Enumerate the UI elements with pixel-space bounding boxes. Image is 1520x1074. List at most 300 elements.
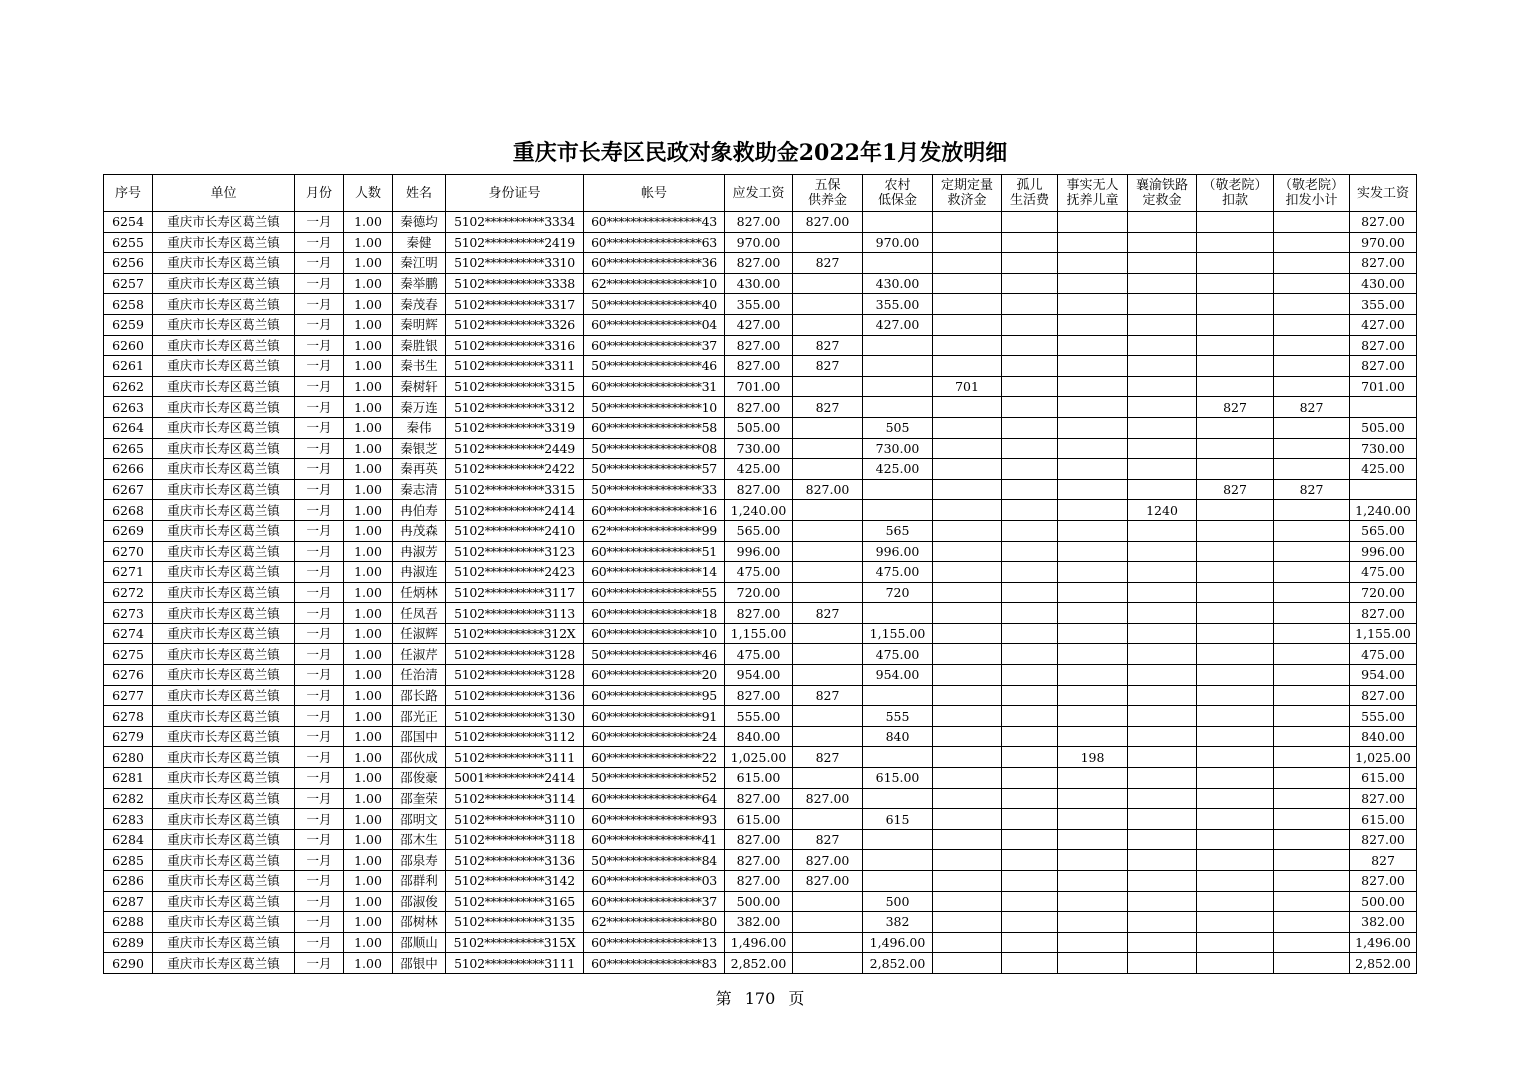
unit-cell: 重庆市长寿区葛兰镇 xyxy=(153,953,295,974)
fixed-relief-cell xyxy=(933,438,1002,459)
nursing-deduction-cell xyxy=(1197,417,1274,438)
table-row xyxy=(104,747,1417,768)
name-cell: 邵树林 xyxy=(393,912,446,933)
id-number-cell: 5102**********2423 xyxy=(446,562,584,583)
count-cell: 1.00 xyxy=(344,294,393,315)
unsupported-children-cell xyxy=(1058,273,1128,294)
name-cell: 秦胜银 xyxy=(393,335,446,356)
account-cell: 60****************63 xyxy=(584,232,725,253)
fixed-relief-cell xyxy=(933,891,1002,912)
table-row xyxy=(104,479,1417,500)
nursing-deduction-cell xyxy=(1197,582,1274,603)
account-cell: 62****************80 xyxy=(584,912,725,933)
unsupported-children-cell xyxy=(1058,850,1128,871)
unsupported-children-cell xyxy=(1058,665,1128,686)
unsupported-children-cell xyxy=(1058,314,1128,335)
payable-cell: 1,496.00 xyxy=(725,932,793,953)
id-number-cell: 5102**********315X xyxy=(446,932,584,953)
nursing-subtotal-cell: 827 xyxy=(1274,397,1350,418)
actual-pay-cell: 1,025.00 xyxy=(1350,747,1417,768)
actual-pay-cell: 2,852.00 xyxy=(1350,953,1417,974)
rural-subsistence-cell xyxy=(863,253,933,274)
seq-cell: 6265 xyxy=(104,438,153,459)
page-suffix: 页 xyxy=(788,989,805,1008)
payable-cell: 505.00 xyxy=(725,417,793,438)
orphan-living-cell xyxy=(1002,871,1058,892)
seq-cell: 6267 xyxy=(104,479,153,500)
id-number-cell: 5102**********2449 xyxy=(446,438,584,459)
header-col-nursing-subtotal: （敬老院） 扣发小计 xyxy=(1274,175,1350,212)
account-cell: 50****************33 xyxy=(584,479,725,500)
count-cell: 1.00 xyxy=(344,253,393,274)
rural-subsistence-cell xyxy=(863,871,933,892)
name-cell: 任炳林 xyxy=(393,582,446,603)
nursing-subtotal-cell xyxy=(1274,232,1350,253)
table-row xyxy=(104,871,1417,892)
nursing-deduction-cell xyxy=(1197,829,1274,850)
unsupported-children-cell xyxy=(1058,500,1128,521)
railway-relief-cell xyxy=(1128,912,1197,933)
payable-cell: 565.00 xyxy=(725,520,793,541)
payable-cell: 827.00 xyxy=(725,871,793,892)
nursing-subtotal-cell xyxy=(1274,747,1350,768)
month-cell: 一月 xyxy=(295,541,344,562)
count-cell: 1.00 xyxy=(344,768,393,789)
five-guarantee-cell: 827 xyxy=(793,829,863,850)
orphan-living-cell xyxy=(1002,397,1058,418)
railway-relief-cell xyxy=(1128,438,1197,459)
nursing-subtotal-cell: 827 xyxy=(1274,479,1350,500)
id-number-cell: 5102**********312X xyxy=(446,623,584,644)
count-cell: 1.00 xyxy=(344,273,393,294)
nursing-subtotal-cell xyxy=(1274,562,1350,583)
header-col-nursing-deduction: （敬老院） 扣款 xyxy=(1197,175,1274,212)
rural-subsistence-cell: 2,852.00 xyxy=(863,953,933,974)
actual-pay-cell: 565.00 xyxy=(1350,520,1417,541)
five-guarantee-cell xyxy=(793,500,863,521)
seq-cell: 6256 xyxy=(104,253,153,274)
rural-subsistence-cell xyxy=(863,500,933,521)
table-row xyxy=(104,644,1417,665)
seq-cell: 6270 xyxy=(104,541,153,562)
nursing-subtotal-cell xyxy=(1274,953,1350,974)
unsupported-children-cell xyxy=(1058,232,1128,253)
month-cell: 一月 xyxy=(295,356,344,377)
count-cell: 1.00 xyxy=(344,314,393,335)
unsupported-children-cell xyxy=(1058,829,1128,850)
unsupported-children-cell xyxy=(1058,582,1128,603)
account-cell: 60****************03 xyxy=(584,871,725,892)
fixed-relief-cell xyxy=(933,603,1002,624)
payable-cell: 425.00 xyxy=(725,459,793,480)
fixed-relief-cell xyxy=(933,294,1002,315)
header-col-seq: 序号 xyxy=(104,175,153,212)
month-cell: 一月 xyxy=(295,314,344,335)
month-cell: 一月 xyxy=(295,520,344,541)
unit-cell: 重庆市长寿区葛兰镇 xyxy=(153,706,295,727)
seq-cell: 6284 xyxy=(104,829,153,850)
id-number-cell: 5102**********3326 xyxy=(446,314,584,335)
payable-cell: 827.00 xyxy=(725,397,793,418)
payable-cell: 2,852.00 xyxy=(725,953,793,974)
payable-cell: 827.00 xyxy=(725,850,793,871)
table-row xyxy=(104,850,1417,871)
nursing-deduction-cell xyxy=(1197,603,1274,624)
fixed-relief-cell xyxy=(933,520,1002,541)
payable-cell: 427.00 xyxy=(725,314,793,335)
orphan-living-cell xyxy=(1002,644,1058,665)
nursing-subtotal-cell xyxy=(1274,541,1350,562)
nursing-subtotal-cell xyxy=(1274,891,1350,912)
seq-cell: 6254 xyxy=(104,212,153,233)
id-number-cell: 5102**********3317 xyxy=(446,294,584,315)
orphan-living-cell xyxy=(1002,314,1058,335)
month-cell: 一月 xyxy=(295,644,344,665)
actual-pay-cell: 996.00 xyxy=(1350,541,1417,562)
id-number-cell: 5102**********3319 xyxy=(446,417,584,438)
id-number-cell: 5102**********3316 xyxy=(446,335,584,356)
table-row xyxy=(104,809,1417,830)
account-cell: 50****************84 xyxy=(584,850,725,871)
id-number-cell: 5102**********3130 xyxy=(446,706,584,727)
month-cell: 一月 xyxy=(295,871,344,892)
unit-cell: 重庆市长寿区葛兰镇 xyxy=(153,768,295,789)
payable-cell: 475.00 xyxy=(725,562,793,583)
orphan-living-cell xyxy=(1002,726,1058,747)
orphan-living-cell xyxy=(1002,479,1058,500)
orphan-living-cell xyxy=(1002,706,1058,727)
fixed-relief-cell xyxy=(933,644,1002,665)
fixed-relief-cell xyxy=(933,253,1002,274)
id-number-cell: 5102**********3114 xyxy=(446,788,584,809)
rural-subsistence-cell xyxy=(863,335,933,356)
actual-pay-cell: 827.00 xyxy=(1350,871,1417,892)
rural-subsistence-cell: 730.00 xyxy=(863,438,933,459)
unit-cell: 重庆市长寿区葛兰镇 xyxy=(153,479,295,500)
table-row xyxy=(104,829,1417,850)
actual-pay-cell: 1,155.00 xyxy=(1350,623,1417,644)
fixed-relief-cell xyxy=(933,500,1002,521)
month-cell: 一月 xyxy=(295,438,344,459)
nursing-subtotal-cell xyxy=(1274,459,1350,480)
table-row xyxy=(104,912,1417,933)
count-cell: 1.00 xyxy=(344,479,393,500)
payable-cell: 500.00 xyxy=(725,891,793,912)
unit-cell: 重庆市长寿区葛兰镇 xyxy=(153,562,295,583)
actual-pay-cell: 615.00 xyxy=(1350,809,1417,830)
five-guarantee-cell: 827 xyxy=(793,335,863,356)
count-cell: 1.00 xyxy=(344,212,393,233)
rural-subsistence-cell: 615.00 xyxy=(863,768,933,789)
count-cell: 1.00 xyxy=(344,788,393,809)
seq-cell: 6275 xyxy=(104,644,153,665)
fixed-relief-cell xyxy=(933,335,1002,356)
railway-relief-cell xyxy=(1128,685,1197,706)
rural-subsistence-cell: 505 xyxy=(863,417,933,438)
nursing-subtotal-cell xyxy=(1274,520,1350,541)
unsupported-children-cell xyxy=(1058,212,1128,233)
count-cell: 1.00 xyxy=(344,356,393,377)
id-number-cell: 5102**********3315 xyxy=(446,479,584,500)
count-cell: 1.00 xyxy=(344,706,393,727)
fixed-relief-cell xyxy=(933,685,1002,706)
header-col-count: 人数 xyxy=(344,175,393,212)
nursing-deduction-cell xyxy=(1197,891,1274,912)
account-cell: 60****************51 xyxy=(584,541,725,562)
header-col-railway-relief: 襄渝铁路 定救金 xyxy=(1128,175,1197,212)
table-row xyxy=(104,541,1417,562)
railway-relief-cell xyxy=(1128,335,1197,356)
account-cell: 62****************99 xyxy=(584,520,725,541)
nursing-deduction-cell xyxy=(1197,706,1274,727)
seq-cell: 6276 xyxy=(104,665,153,686)
rural-subsistence-cell: 430.00 xyxy=(863,273,933,294)
nursing-subtotal-cell xyxy=(1274,335,1350,356)
table-row xyxy=(104,417,1417,438)
fixed-relief-cell xyxy=(933,850,1002,871)
payable-cell: 970.00 xyxy=(725,232,793,253)
payable-cell: 701.00 xyxy=(725,376,793,397)
actual-pay-cell: 827.00 xyxy=(1350,253,1417,274)
seq-cell: 6260 xyxy=(104,335,153,356)
seq-cell: 6262 xyxy=(104,376,153,397)
unsupported-children-cell xyxy=(1058,459,1128,480)
fixed-relief-cell xyxy=(933,356,1002,377)
railway-relief-cell xyxy=(1128,953,1197,974)
month-cell: 一月 xyxy=(295,479,344,500)
nursing-deduction-cell xyxy=(1197,438,1274,459)
month-cell: 一月 xyxy=(295,850,344,871)
actual-pay-cell: 827 xyxy=(1350,850,1417,871)
month-cell: 一月 xyxy=(295,294,344,315)
id-number-cell: 5102**********3135 xyxy=(446,912,584,933)
account-cell: 60****************13 xyxy=(584,932,725,953)
id-number-cell: 5102**********3315 xyxy=(446,376,584,397)
railway-relief-cell xyxy=(1128,376,1197,397)
nursing-subtotal-cell xyxy=(1274,582,1350,603)
unsupported-children-cell xyxy=(1058,788,1128,809)
five-guarantee-cell xyxy=(793,665,863,686)
orphan-living-cell xyxy=(1002,376,1058,397)
orphan-living-cell xyxy=(1002,417,1058,438)
railway-relief-cell xyxy=(1128,459,1197,480)
fixed-relief-cell xyxy=(933,665,1002,686)
nursing-deduction-cell xyxy=(1197,314,1274,335)
fixed-relief-cell xyxy=(933,623,1002,644)
five-guarantee-cell xyxy=(793,438,863,459)
table-row xyxy=(104,459,1417,480)
rural-subsistence-cell: 1,496.00 xyxy=(863,932,933,953)
five-guarantee-cell xyxy=(793,541,863,562)
table-header-row xyxy=(104,175,1417,212)
nursing-deduction-cell xyxy=(1197,273,1274,294)
table-row xyxy=(104,562,1417,583)
nursing-subtotal-cell xyxy=(1274,603,1350,624)
five-guarantee-cell xyxy=(793,768,863,789)
rural-subsistence-cell: 555 xyxy=(863,706,933,727)
fixed-relief-cell xyxy=(933,562,1002,583)
name-cell: 秦茂春 xyxy=(393,294,446,315)
nursing-subtotal-cell xyxy=(1274,932,1350,953)
id-number-cell: 5102**********3334 xyxy=(446,212,584,233)
name-cell: 邵长路 xyxy=(393,685,446,706)
name-cell: 冉茂森 xyxy=(393,520,446,541)
rural-subsistence-cell: 425.00 xyxy=(863,459,933,480)
header-col-account: 帐号 xyxy=(584,175,725,212)
actual-pay-cell: 425.00 xyxy=(1350,459,1417,480)
actual-pay-cell: 1,496.00 xyxy=(1350,932,1417,953)
nursing-deduction-cell xyxy=(1197,500,1274,521)
unsupported-children-cell xyxy=(1058,397,1128,418)
nursing-deduction-cell xyxy=(1197,850,1274,871)
table-row xyxy=(104,500,1417,521)
payable-cell: 827.00 xyxy=(725,253,793,274)
payable-cell: 382.00 xyxy=(725,912,793,933)
account-cell: 50****************46 xyxy=(584,356,725,377)
unit-cell: 重庆市长寿区葛兰镇 xyxy=(153,665,295,686)
unit-cell: 重庆市长寿区葛兰镇 xyxy=(153,212,295,233)
name-cell: 秦书生 xyxy=(393,356,446,377)
month-cell: 一月 xyxy=(295,562,344,583)
orphan-living-cell xyxy=(1002,891,1058,912)
fixed-relief-cell xyxy=(933,871,1002,892)
id-number-cell: 5102**********3117 xyxy=(446,582,584,603)
fixed-relief-cell xyxy=(933,747,1002,768)
fixed-relief-cell xyxy=(933,912,1002,933)
name-cell: 秦银芝 xyxy=(393,438,446,459)
count-cell: 1.00 xyxy=(344,747,393,768)
actual-pay-cell: 827.00 xyxy=(1350,335,1417,356)
unsupported-children-cell xyxy=(1058,891,1128,912)
rural-subsistence-cell xyxy=(863,829,933,850)
payable-cell: 827.00 xyxy=(725,829,793,850)
account-cell: 60****************20 xyxy=(584,665,725,686)
fixed-relief-cell xyxy=(933,212,1002,233)
name-cell: 邵伙成 xyxy=(393,747,446,768)
name-cell: 冉淑芳 xyxy=(393,541,446,562)
id-number-cell: 5102**********3113 xyxy=(446,603,584,624)
nursing-subtotal-cell xyxy=(1274,294,1350,315)
five-guarantee-cell: 827.00 xyxy=(793,850,863,871)
actual-pay-cell: 730.00 xyxy=(1350,438,1417,459)
nursing-subtotal-cell xyxy=(1274,726,1350,747)
railway-relief-cell xyxy=(1128,232,1197,253)
rural-subsistence-cell: 382 xyxy=(863,912,933,933)
railway-relief-cell xyxy=(1128,706,1197,727)
page-prefix: 第 xyxy=(715,989,732,1008)
unit-cell: 重庆市长寿区葛兰镇 xyxy=(153,582,295,603)
payable-cell: 555.00 xyxy=(725,706,793,727)
account-cell: 60****************16 xyxy=(584,500,725,521)
nursing-deduction-cell: 827 xyxy=(1197,397,1274,418)
account-cell: 60****************37 xyxy=(584,891,725,912)
five-guarantee-cell xyxy=(793,520,863,541)
nursing-subtotal-cell xyxy=(1274,356,1350,377)
account-cell: 60****************31 xyxy=(584,376,725,397)
fixed-relief-cell xyxy=(933,582,1002,603)
rural-subsistence-cell: 954.00 xyxy=(863,665,933,686)
name-cell: 邵顺山 xyxy=(393,932,446,953)
table-row xyxy=(104,335,1417,356)
railway-relief-cell xyxy=(1128,417,1197,438)
account-cell: 62****************10 xyxy=(584,273,725,294)
table-row xyxy=(104,603,1417,624)
rural-subsistence-cell: 355.00 xyxy=(863,294,933,315)
five-guarantee-cell xyxy=(793,376,863,397)
fixed-relief-cell xyxy=(933,541,1002,562)
rural-subsistence-cell xyxy=(863,850,933,871)
orphan-living-cell xyxy=(1002,850,1058,871)
month-cell: 一月 xyxy=(295,891,344,912)
count-cell: 1.00 xyxy=(344,644,393,665)
count-cell: 1.00 xyxy=(344,912,393,933)
table-row xyxy=(104,706,1417,727)
actual-pay-cell: 827.00 xyxy=(1350,212,1417,233)
actual-pay-cell: 827.00 xyxy=(1350,685,1417,706)
name-cell: 秦再英 xyxy=(393,459,446,480)
month-cell: 一月 xyxy=(295,932,344,953)
unit-cell: 重庆市长寿区葛兰镇 xyxy=(153,850,295,871)
count-cell: 1.00 xyxy=(344,623,393,644)
unsupported-children-cell xyxy=(1058,541,1128,562)
orphan-living-cell xyxy=(1002,356,1058,377)
rural-subsistence-cell: 996.00 xyxy=(863,541,933,562)
document-title: 重庆市长寿区民政对象救助金2022年1月发放明细 xyxy=(512,140,1008,166)
payable-cell: 827.00 xyxy=(725,479,793,500)
five-guarantee-cell xyxy=(793,644,863,665)
unit-cell: 重庆市长寿区葛兰镇 xyxy=(153,417,295,438)
id-number-cell: 5102**********3123 xyxy=(446,541,584,562)
id-number-cell: 5102**********3312 xyxy=(446,397,584,418)
actual-pay-cell: 475.00 xyxy=(1350,562,1417,583)
seq-cell: 6255 xyxy=(104,232,153,253)
five-guarantee-cell: 827.00 xyxy=(793,788,863,809)
id-number-cell: 5102**********3128 xyxy=(446,665,584,686)
actual-pay-cell xyxy=(1350,397,1417,418)
rural-subsistence-cell: 720 xyxy=(863,582,933,603)
actual-pay-cell: 427.00 xyxy=(1350,314,1417,335)
five-guarantee-cell: 827 xyxy=(793,356,863,377)
five-guarantee-cell: 827 xyxy=(793,603,863,624)
nursing-deduction-cell xyxy=(1197,294,1274,315)
fixed-relief-cell xyxy=(933,273,1002,294)
nursing-deduction-cell xyxy=(1197,726,1274,747)
five-guarantee-cell xyxy=(793,232,863,253)
rural-subsistence-cell xyxy=(863,356,933,377)
table-row xyxy=(104,314,1417,335)
unsupported-children-cell xyxy=(1058,603,1128,624)
month-cell: 一月 xyxy=(295,706,344,727)
header-col-id-number: 身份证号 xyxy=(446,175,584,212)
seq-cell: 6288 xyxy=(104,912,153,933)
actual-pay-cell: 720.00 xyxy=(1350,582,1417,603)
table-row xyxy=(104,582,1417,603)
seq-cell: 6268 xyxy=(104,500,153,521)
seq-cell: 6257 xyxy=(104,273,153,294)
payable-cell: 840.00 xyxy=(725,726,793,747)
actual-pay-cell: 555.00 xyxy=(1350,706,1417,727)
nursing-subtotal-cell xyxy=(1274,273,1350,294)
id-number-cell: 5001**********2414 xyxy=(446,768,584,789)
orphan-living-cell xyxy=(1002,768,1058,789)
table-row xyxy=(104,891,1417,912)
orphan-living-cell xyxy=(1002,335,1058,356)
count-cell: 1.00 xyxy=(344,809,393,830)
name-cell: 冉淑连 xyxy=(393,562,446,583)
name-cell: 邵国中 xyxy=(393,726,446,747)
railway-relief-cell: 1240 xyxy=(1128,500,1197,521)
unit-cell: 重庆市长寿区葛兰镇 xyxy=(153,335,295,356)
